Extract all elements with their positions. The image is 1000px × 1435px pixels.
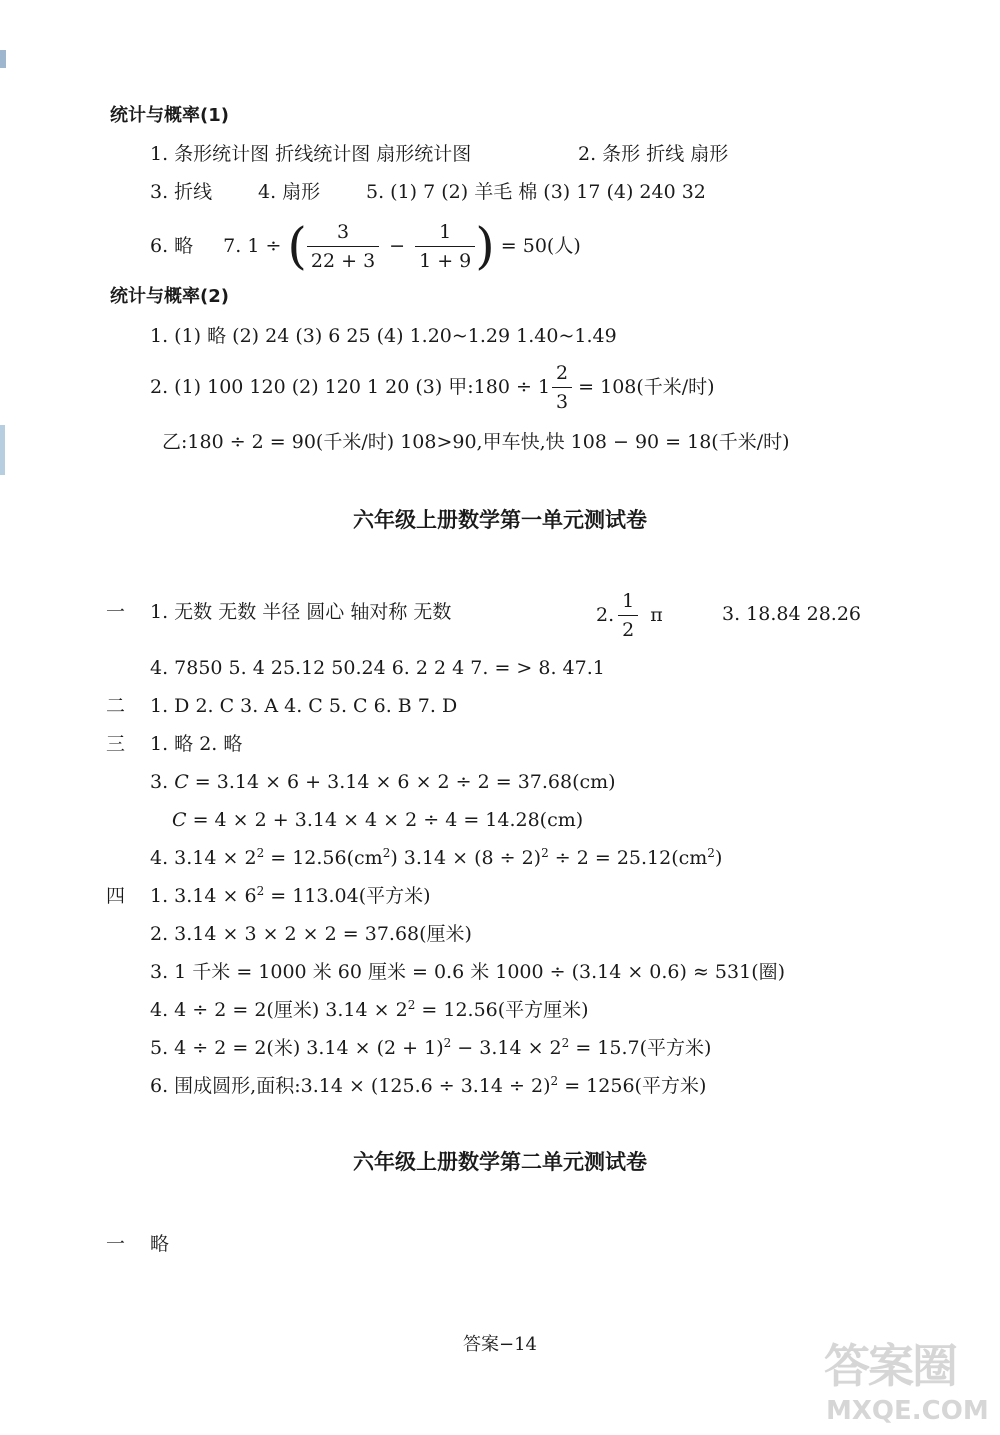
- left-paren: (: [287, 217, 307, 275]
- fraction: [552, 361, 572, 414]
- s1-answer-6: 6. 略: [150, 235, 194, 257]
- unit1-p4-line-2: 2. 3.14 × 3 × 2 × 2 = 37.68(厘米): [150, 923, 472, 945]
- formula-part: = 12.56(cm: [270, 847, 383, 869]
- formula-part: − 3.14 × 2: [457, 1037, 562, 1059]
- answer-2-prefix: 2.: [596, 604, 615, 626]
- unit2-part-1-answer: 略: [150, 1233, 170, 1255]
- unit1-p3-line-2: [150, 770, 616, 794]
- scan-edge-mark: [0, 425, 5, 475]
- s1-answer-6-7: [150, 218, 581, 274]
- fraction: [618, 589, 638, 642]
- unit1-p3-line-3: [172, 808, 583, 832]
- formula-part: ) 3.14 × (8 ÷ 2): [390, 847, 542, 869]
- s2-answer-2-text: 2. (1) 100 120 (2) 120 1 20 (3) 甲:180 ÷ 1: [150, 376, 551, 398]
- fraction-numerator: 3: [307, 220, 379, 247]
- part-1-label: 一: [106, 601, 126, 623]
- section-heading-stats-2: 统计与概率(2): [110, 286, 229, 307]
- unit1-p3-line-1: 1. 略 2. 略: [150, 733, 243, 755]
- watermark-logo: 答案圈: [824, 1339, 956, 1393]
- unit1-p4-line-6: [150, 1074, 706, 1098]
- part-4-label: 四: [106, 885, 126, 907]
- watermark-url: MXQE.COM: [826, 1396, 989, 1426]
- unit1-p4-line-1: [150, 884, 431, 908]
- formula-part: 4. 4 ÷ 2 = 2(厘米) 3.14 × 2: [150, 999, 408, 1021]
- s1-answer-2: 2. 条形 折线 扇形: [578, 143, 729, 165]
- superscript: 2: [561, 1036, 570, 1050]
- formula-part: = 1256(平方米): [564, 1075, 707, 1097]
- s1-answer-7-result: = 50(人): [500, 235, 581, 257]
- superscript: 2: [443, 1036, 452, 1050]
- unit1-p1-answer-3: 3. 18.84 28.26: [722, 603, 861, 625]
- formula-part: = 12.56(平方厘米): [421, 999, 589, 1021]
- unit1-p1-answer-2: [596, 590, 663, 640]
- unit1-p4-line-3: 3. 1 千米 = 1000 米 60 厘米 = 0.6 米 1000 ÷ (3.14 × 0.6) ≈ 531(圈): [150, 961, 786, 983]
- page-number: 答案−14: [463, 1334, 537, 1355]
- fraction-denominator: 2: [622, 618, 635, 641]
- s2-answer-2-line2: 乙:180 ÷ 2 = 90(千米/时) 108>90,甲车快,快 108 − 90 = 18(千米/时): [162, 431, 790, 453]
- s1-answer-3: 3. 折线: [150, 181, 213, 203]
- fraction-denominator: 22 + 3: [310, 249, 376, 272]
- s1-answer-4: 4. 扇形: [258, 181, 321, 203]
- fraction: [307, 220, 379, 273]
- fraction-numerator: 1: [618, 589, 638, 616]
- superscript: 2: [550, 1074, 559, 1088]
- unit1-p3-line-4: [150, 846, 722, 870]
- s2-answer-2: [150, 362, 715, 412]
- unit1-p4-line-4: [150, 998, 589, 1022]
- pi-symbol: π: [650, 604, 663, 626]
- formula-part: = 113.04(平方米): [270, 885, 431, 907]
- minus-sign: −: [389, 235, 406, 257]
- unit1-p1-answer-1: 1. 无数 无数 半径 圆心 轴对称 无数: [150, 601, 452, 623]
- scan-edge-mark: [0, 50, 6, 68]
- variable-c: C: [174, 771, 189, 793]
- superscript: 2: [707, 846, 715, 860]
- unit1-p1-line-2: 4. 7850 5. 4 25.12 50.24 6. 2 2 4 7. = > 8. 47.1: [150, 657, 605, 679]
- unit2-title: 六年级上册数学第二单元测试卷: [353, 1150, 647, 1174]
- unit1-p4-line-5: [150, 1036, 711, 1060]
- fraction-numerator: 1: [415, 220, 475, 247]
- unit2-part-1-label: 一: [106, 1233, 126, 1255]
- fraction-denominator: 1 + 9: [419, 249, 472, 272]
- fraction-denominator: 3: [556, 390, 569, 413]
- part-2-label: 二: [106, 695, 126, 717]
- part-3-label: 三: [106, 733, 126, 755]
- superscript: 2: [407, 998, 416, 1012]
- item-number: 3.: [150, 771, 169, 793]
- s1-answer-1: 1. 条形统计图 折线统计图 扇形统计图: [150, 143, 472, 165]
- s2-answer-1: 1. (1) 略 (2) 24 (3) 6 25 (4) 1.20~1.29 1.40~1.49: [150, 325, 617, 347]
- variable-c: C: [172, 809, 187, 831]
- formula-part: 6. 围成圆形,面积:3.14 × (125.6 ÷ 3.14 ÷ 2): [150, 1075, 551, 1097]
- s1-answer-5: 5. (1) 7 (2) 羊毛 棉 (3) 17 (4) 240 32: [366, 181, 706, 203]
- formula-part: = 15.7(平方米): [575, 1037, 712, 1059]
- formula-part: 4. 3.14 × 2: [150, 847, 257, 869]
- formula-part: 5. 4 ÷ 2 = 2(米) 3.14 × (2 + 1): [150, 1037, 444, 1059]
- section-heading-stats-1: 统计与概率(1): [110, 105, 229, 126]
- formula-part: ): [714, 847, 723, 869]
- superscript: 2: [382, 846, 391, 860]
- formula-part: 1. 3.14 × 6: [150, 885, 257, 907]
- formula: = 3.14 × 6 + 3.14 × 6 × 2 ÷ 2 = 37.68(cm): [194, 771, 616, 793]
- unit1-title: 六年级上册数学第一单元测试卷: [353, 508, 647, 532]
- fraction: [415, 220, 475, 273]
- right-paren: ): [475, 217, 495, 275]
- unit1-p2-answers: 1. D 2. C 3. A 4. C 5. C 6. B 7. D: [150, 695, 458, 717]
- fraction-numerator: 2: [552, 361, 572, 388]
- s2-answer-2-result: = 108(千米/时): [578, 376, 715, 398]
- superscript: 2: [541, 846, 549, 860]
- formula-part: ÷ 2 = 25.12(cm: [554, 847, 708, 869]
- s1-answer-7-prefix: 7. 1 ÷: [223, 235, 282, 257]
- formula: = 4 × 2 + 3.14 × 4 × 2 ÷ 4 = 14.28(cm): [192, 809, 584, 831]
- superscript: 2: [256, 846, 265, 860]
- superscript: 2: [256, 884, 265, 898]
